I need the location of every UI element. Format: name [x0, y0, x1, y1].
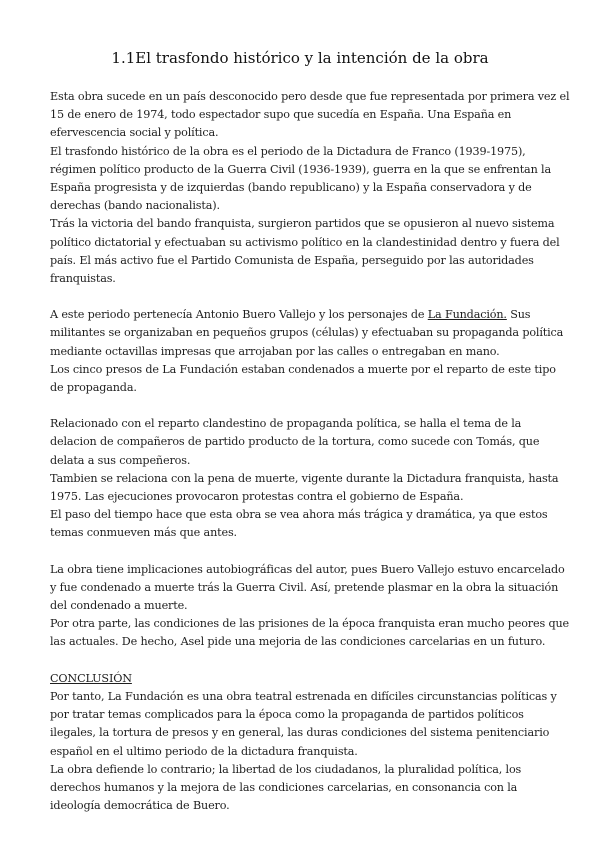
section-title: 1.1El trasfondo histórico y la intención de la obra [111, 49, 489, 67]
conclusion-heading: CONCLUSIÓN [50, 671, 132, 685]
paragraph-author [50, 306, 570, 361]
paragraph-context-3: Trás la victoria del bando franquista, surgieron partidos que se opusieron al nuevo sistema político dictatorial y efectuaban su activismo político en la clandestinidad dentro y fuera del país. El más activo fue el Partido Comunista de España, perseguido por las autoridades franquistas. [50, 217, 560, 286]
work-title-link[interactable]: La Fundación. [427, 308, 507, 322]
paragraph-death-penalty: Tambien se relaciona con la pena de muerte, vigente durante la Dictadura franquista, hasta 1975. Las ejecuciones provocaron protestas contra el gobierno de España. [50, 471, 559, 504]
document-body [50, 88, 570, 815]
paragraph-author-before: A este periodo pertenecía Antonio Buero Vallejo y los personajes de [50, 308, 428, 322]
paragraph-context-2: El trasfondo histórico de la obra es el periodo de la Dictadura de Franco (1939-1975), régimen político producto de la Guerra Civil (1936-1939), guerra en la que se enfrentan la España progresista y de izquierdas (bando republicano) y la España conservadora y de derechas (bando nacionalista). [50, 144, 551, 213]
conclusion-paragraph-2: La obra defiende lo contrario; la libertad de los ciudadanos, la pluralidad política, los derechos humanos y la mejora de las condiciones carcelarias, en consonancia con la ideología democrática de Buero. [50, 762, 522, 813]
paragraph-delation: Relacionado con el reparto clandestino de propaganda política, se halla el tema de la delacion de compañeros de partido producto de la tortura, como sucede con Tomás, que delata a sus compeñeros. [50, 417, 540, 467]
paragraph-time: El paso del tiempo hace que esta obra se vea ahora más trágica y dramática, ya que estos temas conmueven más que antes. [50, 508, 548, 540]
paragraph-prisoners: Los cinco presos de La Fundación estaban condenados a muerte por el reparto de este tipo de propaganda. [50, 362, 556, 395]
paragraph-autobiography: La obra tiene implicaciones autobiográficas del autor, pues Buero Vallejo estuvo encarcelado y fue condenado a muerte trás la Guerra Civil. Así, pretende plasmar en la obra la situación del condenado a muerte. [50, 562, 565, 613]
paragraph-prison-conditions: Por otra parte, las condiciones de las prisiones de la época franquista eran mucho peores que las actuales. De hecho, Asel pide una mejoria de las condiciones carcelarias en un futuro. [50, 617, 569, 649]
paragraph-context-1: Esta obra sucede en un país desconocido pero desde que fue representada por primera vez el 15 de enero de 1974, todo espectador supo que sucedía en España. Una España en efervescencia social y política. [50, 90, 570, 140]
conclusion-paragraph-1: Por tanto, La Fundación es una obra teatral estrenada en difíciles circunstancias políticas y por tratar temas complicados para la época como la propaganda de partidos políticos ilegales, la tortura de presos y en general, las duras condiciones del sistema penitenciario español en el ultimo periodo de la dictadura franquista. [50, 689, 557, 758]
paragraph-author-after: Sus militantes se organizaban en pequeños grupos (células) y efectuaban su propaganda política mediante octavillas impresas que arrojaban por las calles o entregaban en mano. [50, 308, 564, 358]
